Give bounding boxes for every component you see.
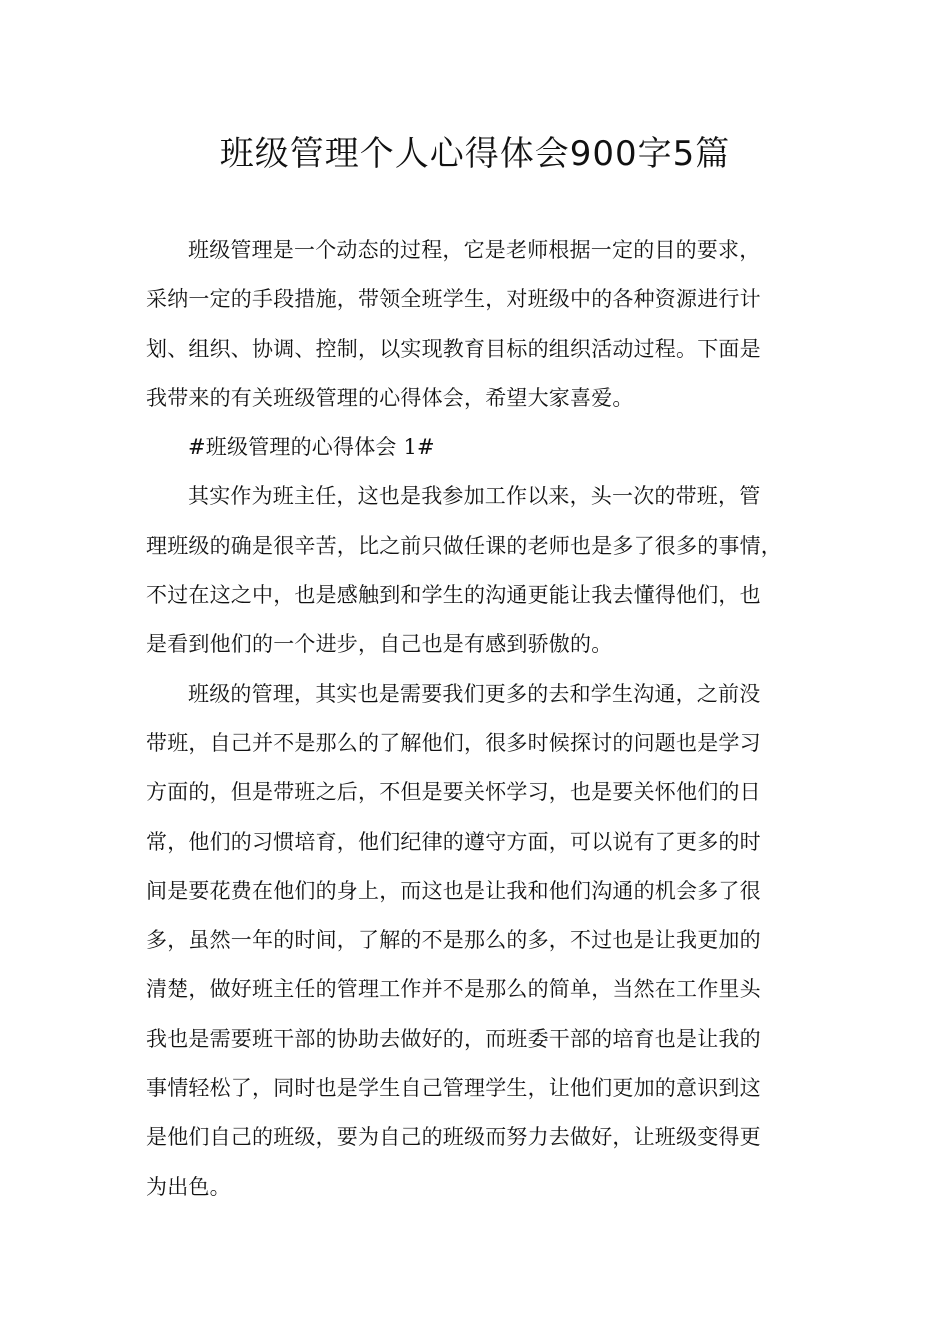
text-line: 是看到他们的一个进步，自己也是有感到骄傲的。: [146, 632, 613, 657]
text-line: 理班级的确是很辛苦，比之前只做任课的老师也是多了很多的事情，: [146, 533, 782, 558]
text-line: 间是要花费在他们的身上，而这也是让我和他们沟通的机会多了很: [146, 878, 761, 903]
text-line: 其实作为班主任，这也是我参加工作以来，头一次的带班，管: [188, 484, 761, 509]
text-line: 班级管理是一个动态的过程，它是老师根据一定的目的要求，: [188, 238, 761, 262]
text-line: 带班，自己并不是那么的了解他们，很多时候探讨的问题也是学习: [146, 730, 761, 755]
text-line: 划、组织、协调、控制，以实现教育目标的组织活动过程。下面是: [146, 336, 761, 361]
text-line: 为出色。: [146, 1174, 231, 1199]
text-line: 方面的，但是带班之后，不但是要关怀学习，也是要关怀他们的日: [146, 780, 761, 805]
text-line: 常，他们的习惯培育，他们纪律的遵守方面，可以说有了更多的时: [146, 829, 761, 854]
text-line: 采纳一定的手段措施，带领全班学生，对班级中的各种资源进行计: [146, 287, 761, 312]
text-line: 不过在这之中，也是感触到和学生的沟通更能让我去懂得他们，也: [146, 583, 761, 608]
text-line: 事情轻松了，同时也是学生自己管理学生，让他们更加的意识到这: [146, 1076, 761, 1101]
document-title: 班级管理个人心得体会900字5篇: [219, 134, 731, 174]
text-line: 多，虽然一年的时间，了解的不是那么的多，不过也是让我更加的: [146, 928, 761, 953]
paragraph-intro: [146, 226, 818, 423]
text-line: 是他们自己的班级，要为自己的班级而努力去做好，让班级变得更: [146, 1125, 761, 1150]
document-body: [146, 226, 818, 1212]
section-heading: #班级管理的心得体会 1#: [188, 435, 435, 460]
text-line: 清楚，做好班主任的管理工作并不是那么的简单，当然在工作里头: [146, 977, 761, 1002]
paragraph-2: [146, 670, 818, 1212]
text-line: 我也是需要班干部的协助去做好的，而班委干部的培育也是让我的: [146, 1026, 761, 1051]
paragraph-1: [146, 472, 818, 669]
text-line: 班级的管理，其实也是需要我们更多的去和学生沟通，之前没: [188, 681, 761, 706]
text-line: 我带来的有关班级管理的心得体会，希望大家喜爱。: [146, 385, 634, 410]
